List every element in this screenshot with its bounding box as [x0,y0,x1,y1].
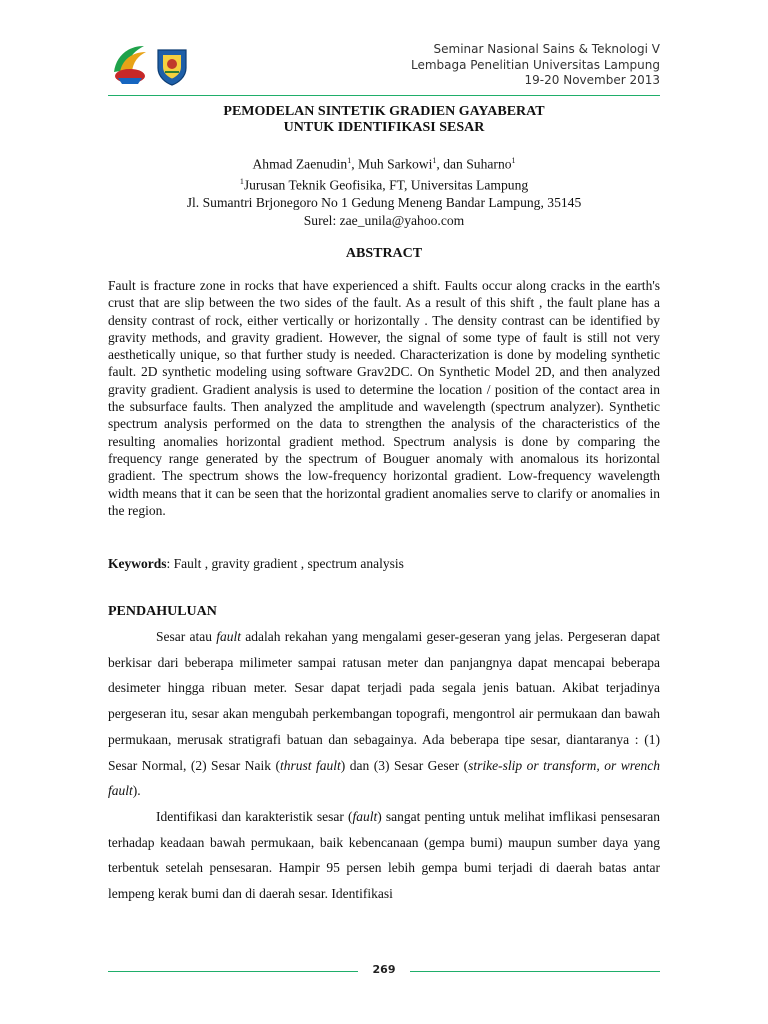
title-line-1: PEMODELAN SINTETIK GRADIEN GAYABERAT [223,104,545,119]
page-number: 269 [372,963,396,976]
keywords-label: Keywords [108,556,167,571]
text-run: ) sangat penting untuk melihat imflikasi pensesaran terhadap keadaan bawah permukaan, baik kebencanaan (gempa bumi) maupun sumber daya yang terbentuk setelah pensesaran. Hampir 95 persen lebih gempa bumi terjadi di daerah batas antar lempeng kerak bumi dan di daerah sesar. Identifikasi [108,808,660,902]
section-heading: PENDAHULUAN [108,604,217,619]
email: Surel: zae_unila@yahoo.com [303,212,465,228]
text-run: Identifikasi dan karakteristik sesar ( [156,808,353,824]
author-affiliation-mark: 1 [347,156,352,165]
author-separator: , [351,156,359,172]
author-list [108,152,660,173]
seminar-institution: Lembaga Penelitian Universitas Lampung [411,57,660,72]
abstract-heading: ABSTRACT [345,246,423,261]
keywords-text: : Fault , gravity gradient , spectrum analysis [166,556,404,571]
author-name: Ahmad Zaenudin [252,156,348,172]
author-conjunction: , dan [436,156,467,172]
paragraph-1 [108,624,660,804]
text-run: ) dan (3) Sesar Geser ( [340,757,469,773]
lampung-emblem-icon [152,46,192,86]
affiliation-line [108,173,660,194]
title-line-2: UNTUK IDENTIFIKASI SESAR [283,120,485,135]
abstract-text: Fault is fracture zone in rocks that have experienced a shift. Faults occur along cracks in the earth's crust that are slip between the two sides of the fault. As a result of this shift , the fault plane has a density contrast of rock, either vertically or horizontally . The density contrast can be identified by gravity methods, and gravity gradient. However, the signal of some type of fault is still not very aesthetically unique, so that further study is needed. Characterization is done by modeling synthetic fault. 2D synthetic modeling using software Grav2DC. On Synthetic Model 2D, and then analyzed gravity gradient. Gradient analysis is used to determine the location / position of the contact area in the subsurface faults. Then analyzed the amplitude and wavelength (spectrum analyzer). Synthetic spectrum analysis performed on the data to strengthen the analysis of the characteristics of the resulting anomalies horizontal gradient method. Spectrum analysis is done by comparing the frequency range generated by the spectrum of Bouguer anomaly with anomalous its horizontal gradient. The spectrum shows the low-frequency horizontal gradient. Low-frequency wavelength width means that it can be seen that the horizontal gradient anomalies serve to clarify or anomalies in the region. [108,278,660,518]
text-run-italic: thrust fault [280,757,341,773]
text-run-italic: fault [352,808,378,824]
author-name: Suharno [466,156,512,172]
keywords-line [108,555,660,572]
text-run: Sesar atau [156,629,217,644]
page-footer [108,962,660,982]
paper-title [108,104,660,136]
seminar-info [411,42,660,89]
address: Jl. Sumantri Brjonegoro No 1 Gedung Meneng Bandar Lampung, 35145 [186,195,582,211]
text-run-italic: strike-slip or transform, or wrench fault [108,757,660,799]
page-header [108,40,660,98]
seminar-date: 19-20 November 2013 [524,73,660,87]
author-affiliation-mark: 1 [511,156,516,165]
text-run: adalah rekahan yang mengalami geser-geseran yang jelas. Pergeseran dapat berkisar dari beberapa milimeter sampai ratusan meter dan panjangnya dapat mencapai beberapa desimeter hingga ribuan meter. Sesar dapat terjadi pada segala jenis batuan. Akibat terjadinya pergeseran itu, sesar akan mengubah perkembangan topografi, mengontrol air permukaan dan bawah permukaan, merusak stratigrafi batuan dan sebagainya. Ada beberapa tipe sesar, diantaranya : (1) Sesar Normal, (2) Sesar Naik ( [108,629,660,773]
affiliation: Jurusan Teknik Geofisika, FT, Universitas Lampung [243,177,529,193]
footer-rule-left [108,971,358,972]
paragraph-2 [108,804,660,907]
author-name: Muh Sarkowi [358,156,433,172]
footer-rule-right [410,971,660,972]
section-body [108,624,660,907]
text-run: ). [132,783,141,799]
author-affiliation-mark: 1 [432,156,437,165]
author-block [108,152,660,229]
university-logo-icon [110,42,150,86]
seminar-title: Seminar Nasional Sains & Teknologi V [433,42,660,56]
text-run-italic: fault [216,629,242,644]
affiliation-mark: 1 [239,177,244,187]
header-divider [108,95,660,96]
